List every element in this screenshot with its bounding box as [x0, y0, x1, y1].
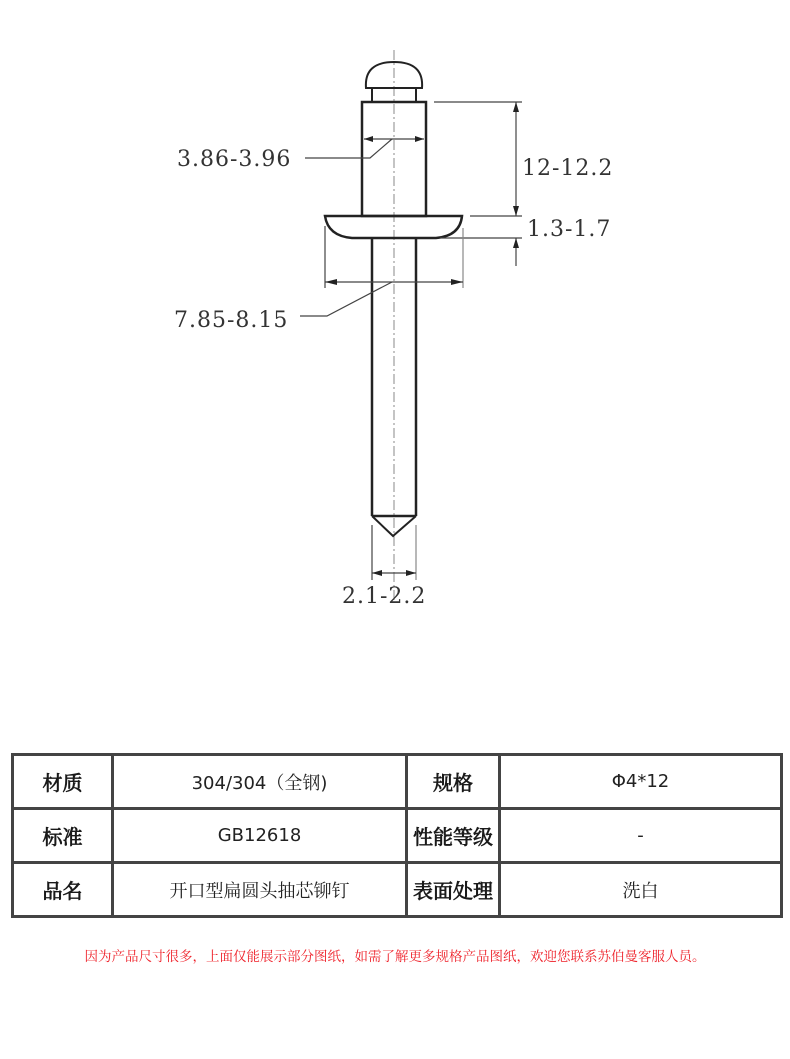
contact-notice: 因为产品尺寸很多，上面仅能展示部分图纸，如需了解更多规格产品图纸，欢迎您联系苏伯曼客服人员。 — [84, 949, 706, 965]
leader-head-diameter — [300, 282, 392, 316]
dim-label-head-height: 1.3-1.7 — [527, 217, 612, 242]
dim-label-body-width: 3.86-3.96 — [177, 147, 292, 172]
label-surface-treatment: 表面处理 — [407, 863, 500, 917]
value-product-name: 开口型扁圆头抽芯铆钉 — [113, 863, 407, 917]
label-material: 材质 — [13, 755, 113, 809]
value-surface-treatment: 洗白 — [500, 863, 782, 917]
value-specification: Φ4*12 — [500, 755, 782, 809]
arrow-icon — [513, 102, 519, 112]
dim-label-body-length: 12-12.2 — [522, 156, 614, 181]
arrow-icon — [513, 206, 519, 216]
spec-table — [11, 753, 783, 918]
arrow-icon — [364, 136, 373, 142]
arrow-icon — [451, 279, 463, 285]
arrow-icon — [415, 136, 424, 142]
label-specification: 规格 — [407, 755, 500, 809]
value-standard: GB12618 — [113, 809, 407, 863]
arrow-icon — [372, 570, 382, 576]
leader-body-width — [305, 139, 392, 158]
arrow-icon — [325, 279, 337, 285]
label-performance-grade: 性能等级 — [407, 809, 500, 863]
value-material: 304/304（全钢) — [113, 755, 407, 809]
table-row — [13, 755, 782, 809]
label-product-name: 品名 — [13, 863, 113, 917]
table-row — [13, 863, 782, 917]
arrow-icon — [513, 238, 519, 248]
arrow-icon — [406, 570, 416, 576]
dim-label-mandrel-diameter: 2.1-2.2 — [342, 584, 427, 609]
dim-label-head-diameter: 7.85-8.15 — [174, 308, 289, 333]
table-row — [13, 809, 782, 863]
label-standard: 标准 — [13, 809, 113, 863]
value-performance-grade: - — [500, 809, 782, 863]
